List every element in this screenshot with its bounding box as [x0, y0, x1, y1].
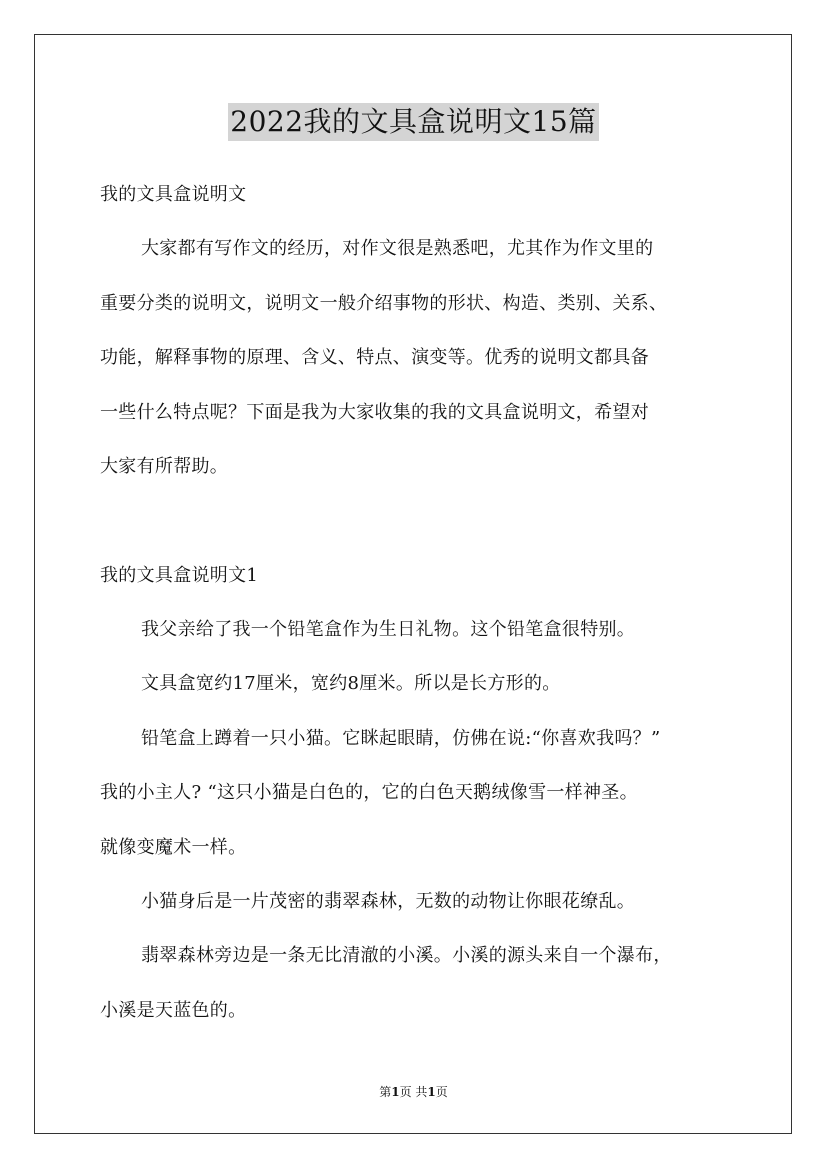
body-line: 铅笔盒上蹲着一只小猫。它眯起眼睛，仿佛在说:“你喜欢我吗？” — [141, 728, 661, 749]
section-heading: 我的文具盒说明文 — [100, 184, 247, 205]
body-line: 小溪是天蓝色的。 — [100, 1000, 247, 1021]
page-footer — [0, 1084, 827, 1100]
body-line: 小猫身后是一片茂密的翡翠森林，无数的动物让你眼花缭乱。 — [141, 891, 636, 912]
intro-line: 大家有所帮助。 — [100, 456, 229, 477]
page-mid: 页 共 — [399, 1085, 428, 1099]
body-line: 翡翠森林旁边是一条无比清澈的小溪。小溪的源头来自一个瀑布， — [141, 945, 672, 966]
section-heading: 我的文具盒说明文1 — [100, 565, 259, 586]
intro-line: 功能，解释事物的原理、含义、特点、演变等。优秀的说明文都具备 — [100, 347, 649, 368]
intro-line: 大家都有写作文的经历，对作文很是熟悉吧，尤其作为作文里的 — [141, 238, 654, 259]
page-prefix: 第 — [379, 1085, 392, 1099]
document-title: 2022我的文具盒说明文15篇 — [228, 103, 598, 141]
page-suffix: 页 — [435, 1085, 448, 1099]
page-current: 1 — [391, 1085, 400, 1099]
body-line: 就像变魔术一样。 — [100, 837, 247, 858]
intro-line: 一些什么特点呢？下面是我为大家收集的我的文具盒说明文，希望对 — [100, 402, 649, 423]
page-total: 1 — [427, 1085, 436, 1099]
body-line: 文具盒宽约17厘米，宽约8厘米。所以是长方形的。 — [141, 673, 561, 694]
intro-line: 重要分类的说明文，说明文一般介绍事物的形状、构造、类别、关系、 — [100, 293, 668, 314]
body-line: 我父亲给了我一个铅笔盒作为生日礼物。这个铅笔盒很特别。 — [141, 619, 636, 640]
body-line: 我的小主人? “这只小猫是白色的，它的白色天鹅绒像雪一样神圣。 — [100, 782, 638, 803]
